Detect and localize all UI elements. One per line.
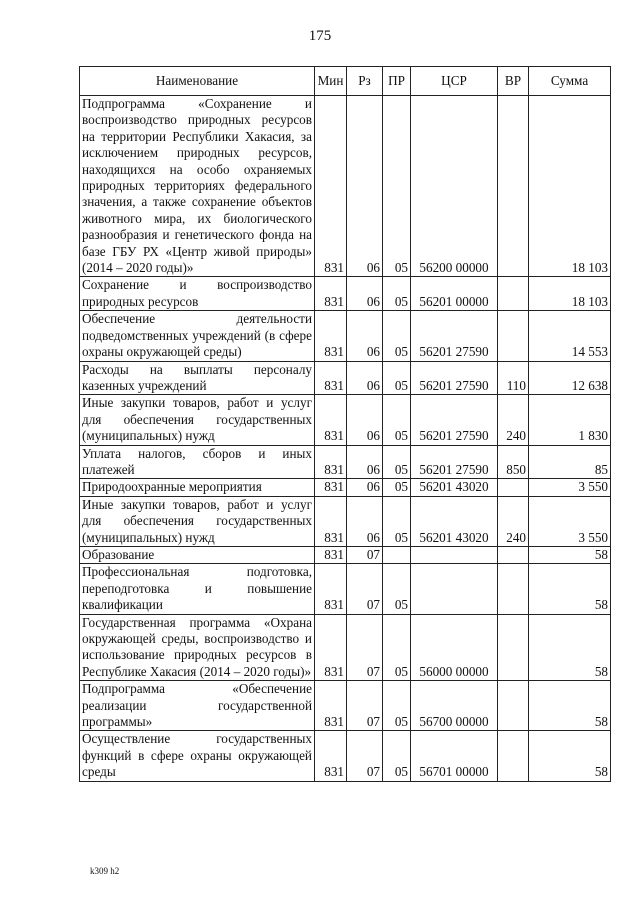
cell-name: Природоохранные мероприятия [80,479,315,496]
cell-min: 831 [315,96,347,277]
table-row [80,395,611,445]
cell-pr: 05 [383,681,411,731]
cell-csr: 56201 00000 [411,277,498,311]
cell-vr: 110 [498,361,529,395]
cell-sum: 18 103 [529,277,611,311]
header-sum: Сумма [529,67,611,96]
cell-name: Обеспечение деятельности подведомственных учреждений (в сфере охраны окружающей среды) [80,311,315,361]
cell-name: Сохранение и воспроизводство природных ресурсов [80,277,315,311]
cell-sum: 3 550 [529,479,611,496]
cell-sum: 58 [529,546,611,563]
cell-name: Уплата налогов, сборов и иных платежей [80,445,315,479]
table-row [80,731,611,781]
table-row [80,496,611,546]
table-row [80,277,611,311]
cell-csr: 56000 00000 [411,614,498,681]
cell-rz: 07 [347,731,383,781]
cell-sum: 12 638 [529,361,611,395]
cell-csr: 56200 00000 [411,96,498,277]
cell-sum: 58 [529,614,611,681]
cell-min: 831 [315,681,347,731]
cell-csr: 56201 43020 [411,496,498,546]
cell-csr [411,546,498,563]
cell-sum: 58 [529,681,611,731]
cell-rz: 06 [347,496,383,546]
cell-name: Иные закупки товаров, работ и услуг для обеспечения государственных (муниципальных) нужд [80,496,315,546]
cell-rz: 06 [347,361,383,395]
cell-pr: 05 [383,96,411,277]
table-row [80,564,611,614]
cell-pr: 05 [383,395,411,445]
table-row [80,614,611,681]
cell-vr [498,614,529,681]
table-body [80,96,611,782]
cell-csr: 56201 27590 [411,445,498,479]
table-row [80,96,611,277]
cell-rz: 06 [347,479,383,496]
cell-pr [383,546,411,563]
header-csr: ЦСР [411,67,498,96]
cell-min: 831 [315,395,347,445]
header-name: Наименование [80,67,315,96]
cell-min: 831 [315,311,347,361]
cell-vr: 240 [498,496,529,546]
cell-min: 831 [315,614,347,681]
cell-sum: 58 [529,731,611,781]
table-row [80,311,611,361]
cell-csr: 56201 43020 [411,479,498,496]
cell-csr [411,564,498,614]
cell-min: 831 [315,479,347,496]
cell-sum: 3 550 [529,496,611,546]
cell-rz: 06 [347,311,383,361]
cell-rz: 07 [347,614,383,681]
cell-vr [498,277,529,311]
cell-min: 831 [315,445,347,479]
cell-vr [498,564,529,614]
header-rz: Рз [347,67,383,96]
cell-vr: 850 [498,445,529,479]
cell-rz: 07 [347,564,383,614]
cell-vr [498,479,529,496]
cell-sum: 18 103 [529,96,611,277]
cell-pr: 05 [383,311,411,361]
cell-min: 831 [315,361,347,395]
cell-pr: 05 [383,614,411,681]
cell-name: Иные закупки товаров, работ и услуг для обеспечения государственных (муниципальных) нужд [80,395,315,445]
cell-sum: 85 [529,445,611,479]
header-min: Мин [315,67,347,96]
cell-name: Государственная программа «Охрана окружающей среды, воспроизводство и использование природных ресурсов в Республике Хакасия (2014 – 2020 годы)» [80,614,315,681]
cell-min: 831 [315,277,347,311]
cell-name: Расходы на выплаты персоналу казенных учреждений [80,361,315,395]
cell-min: 831 [315,731,347,781]
cell-rz: 07 [347,546,383,563]
budget-table [79,66,611,782]
table-header-row [80,67,611,96]
cell-name: Подпрограмма «Сохранение и воспроизводство природных ресурсов на территории Республики Хакасия, за исключением природных ресурсов, находящихся на особо охраняемых природных территориях федерального значения, а также сохранение объектов животного мира, их биологического разнообразия и генетического фонда на базе ГБУ РХ «Центр живой природы» (2014 – 2020 годы)» [80,96,315,277]
cell-name: Образование [80,546,315,563]
cell-vr [498,546,529,563]
table-row [80,546,611,563]
table-row [80,361,611,395]
cell-csr: 56701 00000 [411,731,498,781]
cell-vr [498,96,529,277]
header-vr: ВР [498,67,529,96]
cell-rz: 06 [347,395,383,445]
footer-code: k309 h2 [90,866,120,876]
cell-vr: 240 [498,395,529,445]
cell-name: Профессиональная подготовка, переподготовка и повышение квалификации [80,564,315,614]
page-number: 175 [308,28,332,44]
cell-pr: 05 [383,445,411,479]
cell-vr [498,681,529,731]
cell-rz: 07 [347,681,383,731]
table-row [80,681,611,731]
cell-vr [498,311,529,361]
cell-rz: 06 [347,96,383,277]
cell-csr: 56201 27590 [411,361,498,395]
cell-name: Осуществление государственных функций в сфере охраны окружающей среды [80,731,315,781]
cell-min: 831 [315,496,347,546]
header-pr: ПР [383,67,411,96]
cell-min: 831 [315,564,347,614]
cell-pr: 05 [383,496,411,546]
table-row [80,445,611,479]
cell-pr: 05 [383,277,411,311]
table-row [80,479,611,496]
cell-sum: 14 553 [529,311,611,361]
cell-vr [498,731,529,781]
cell-rz: 06 [347,445,383,479]
cell-csr: 56700 00000 [411,681,498,731]
cell-pr: 05 [383,361,411,395]
cell-pr: 05 [383,479,411,496]
cell-rz: 06 [347,277,383,311]
cell-sum: 58 [529,564,611,614]
cell-pr: 05 [383,564,411,614]
cell-name: Подпрограмма «Обеспечение реализации государственной программы» [80,681,315,731]
cell-min: 831 [315,546,347,563]
cell-pr: 05 [383,731,411,781]
cell-csr: 56201 27590 [411,311,498,361]
cell-csr: 56201 27590 [411,395,498,445]
cell-sum: 1 830 [529,395,611,445]
